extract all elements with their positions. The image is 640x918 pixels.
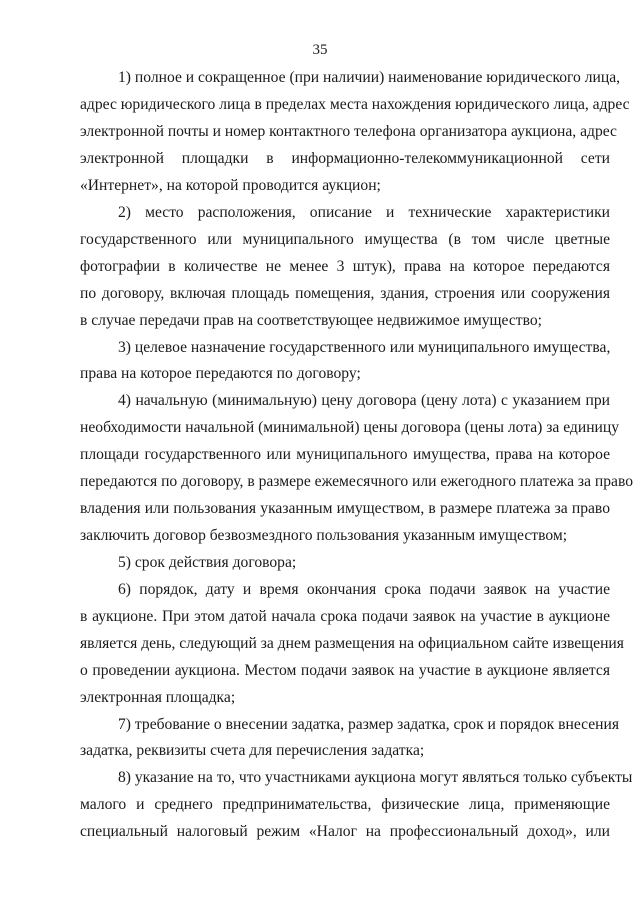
text-line: 6) порядок, дату и время окончания срока подачи заявок на участие	[118, 581, 610, 598]
text-line: владения или пользования указанным имуществом, в размере платежа за право	[80, 500, 610, 517]
text-line: 8) указание на то, что участниками аукциона могут являться только субъекты	[118, 769, 633, 786]
text-line: площади государственного или муниципального имущества, права на которое	[80, 446, 610, 463]
text-line: электронной почты и номер контактного телефона организатора аукциона, адрес	[80, 123, 617, 140]
text-line: является день, следующий за днем размещения на официальном сайте извещения	[80, 635, 624, 652]
text-line: в случае передачи прав на соответствующее недвижимое имущество;	[80, 312, 542, 329]
text-line: 1) полное и сокращенное (при наличии) наименование юридического лица,	[118, 69, 621, 86]
text-line: необходимости начальной (минимальной) цены договора (цены лота) за единицу	[80, 419, 620, 436]
text-line: 2) место расположения, описание и технические характеристики	[118, 204, 610, 221]
text-line: по договору, включая площадь помещения, здания, строения или сооружения	[80, 285, 610, 302]
text-line: адрес юридического лица в пределах места нахождения юридического лица, адрес	[80, 96, 630, 113]
text-line: фотографии в количестве не менее 3 штук), права на которое передаются	[80, 258, 610, 275]
text-line: о проведении аукциона. Местом подачи заявок на участие в аукционе является	[80, 662, 610, 679]
text-line: заключить договор безвозмездного пользования указанным имуществом;	[80, 527, 568, 544]
text-line: передаются по договору, в размере ежемесячного или ежегодного платежа за право	[80, 473, 634, 490]
text-line: «Интернет», на которой проводится аукцион;	[80, 177, 381, 194]
text-line: электронная площадка;	[80, 689, 236, 706]
text-line: специальный налоговый режим «Налог на профессиональный доход», или	[80, 823, 610, 840]
text-line: 7) требование о внесении задатка, размер задатка, срок и порядок внесения	[118, 716, 620, 733]
text-line: малого и среднего предпринимательства, физические лица, применяющие	[80, 796, 610, 813]
text-line: права на которое передаются по договору;	[80, 365, 361, 382]
text-line: 3) целевое назначение государственного или муниципального имущества,	[118, 339, 611, 356]
text-line: задатка, реквизиты счета для перечисления задатка;	[80, 742, 425, 759]
text-line: электронной площадки в информационно-телекоммуникационной сети	[80, 150, 610, 167]
text-line: государственного или муниципального имущества (в том числе цветные	[80, 231, 610, 248]
text-line: 4) начальную (минимальную) цену договора (цену лота) с указанием при	[118, 392, 610, 409]
text-line: в аукционе. При этом датой начала срока подачи заявок на участие в аукционе	[80, 608, 610, 625]
text-line: 5) срок действия договора;	[118, 554, 297, 571]
page-number: 35	[312, 42, 328, 58]
